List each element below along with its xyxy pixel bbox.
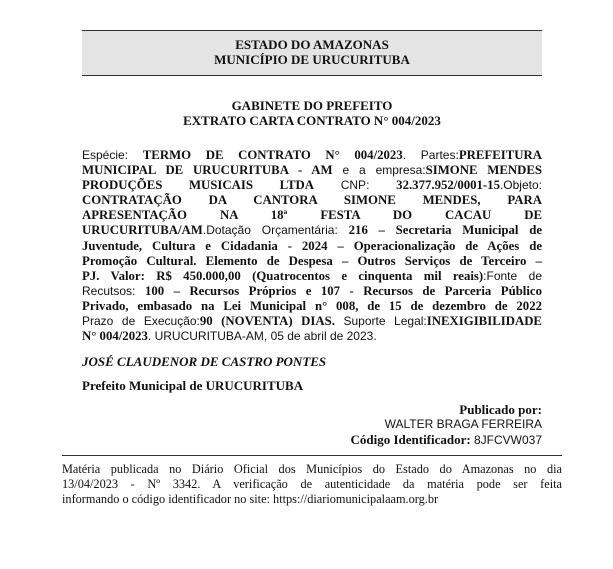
- contract-type: TERMO DE CONTRATO N° 004/2023: [142, 148, 403, 162]
- party-1-part: PREFEITURA: [458, 148, 543, 162]
- party-1-rest: MUNICIPAL DE URUCURITUBA - AM: [82, 163, 333, 178]
- label-suporte: Suporte Legal:: [334, 314, 427, 329]
- footer-note: [62, 462, 562, 507]
- body-line: [82, 254, 542, 269]
- body-line: [82, 148, 542, 163]
- section-heading: [82, 98, 542, 128]
- label-fonte: :Fonte de: [483, 268, 543, 283]
- label-partes: . Partes:: [402, 148, 459, 162]
- label-cnpj: CNP:: [313, 178, 397, 193]
- state-name: ESTADO DO AMAZONAS: [235, 37, 389, 52]
- municipality-name: MUNICÍPIO DE URUCURITUBA: [214, 52, 410, 67]
- party-2-part: SIMONE MENDES: [425, 163, 542, 178]
- legal-basis: INEXIGIBILIDADE: [426, 314, 542, 329]
- body-line: [82, 239, 542, 254]
- prazo-value: 90 (NOVENTA) DIAS.: [199, 314, 335, 329]
- document-title: EXTRATO CARTA CONTRATO N° 004/2023: [183, 113, 441, 128]
- publication-info: [350, 402, 542, 448]
- body-line: [82, 178, 542, 193]
- body-line: [82, 208, 542, 223]
- body-line: [82, 193, 542, 208]
- body-line: [82, 329, 542, 344]
- contract-value: PJ. Valor: R$ 450.000,00 (Quatrocentos e cinquenta mil reais): [82, 268, 484, 283]
- resources-value: Privado, embasado na Lei Municipal n° 008, de 15 de dezembro de 2022: [82, 298, 542, 313]
- body-line: [82, 163, 542, 178]
- footer-line: informando o código identificador no site: https://diariomunicipalaam.org.br: [62, 492, 439, 506]
- body-line: [82, 299, 542, 314]
- body-line: [82, 223, 542, 238]
- label-empresa: e a empresa:: [332, 163, 426, 178]
- object-text: URUCURITUBA/AM: [82, 223, 203, 238]
- legal-basis: N° 004/2023: [82, 329, 148, 344]
- label-objeto: .Objeto:: [499, 178, 542, 193]
- signer-name: JOSÉ CLAUDENOR DE CASTRO PONTES: [82, 354, 327, 369]
- object-text: APRESENTAÇÃO NA 18ª FESTA DO CACAU DE: [82, 208, 542, 223]
- label-especie: Espécie:: [82, 148, 143, 162]
- divider: [62, 455, 562, 456]
- label-prazo: Prazo de Execução:: [82, 314, 200, 329]
- footer-line: 13/04/2023 - Nº 3342. A verificação de autenticidade da matéria pode ser feita: [62, 477, 562, 491]
- header-box: [82, 30, 542, 76]
- dotacao-value: 216 – Secretaria Municipal de: [348, 223, 542, 238]
- published-by-label: Publicado por:: [459, 402, 542, 417]
- identifier-label: Código Identificador:: [350, 432, 471, 447]
- publisher-name: WALTER BRAGA FERREIRA: [384, 417, 542, 431]
- identifier-value: 8JFCVW037: [473, 433, 542, 447]
- resources-value: 100 – Recursos Próprios e 107 - Recursos de Parceria Público: [144, 283, 542, 298]
- object-text: CONTRATAÇÃO DA CANTORA SIMONE MENDES, PARA: [82, 193, 542, 208]
- body-line: [82, 269, 542, 284]
- label-recursos: Recutsos:: [82, 283, 145, 298]
- label-dotacao: .Dotação Orçamentária:: [202, 223, 349, 238]
- signer-role: Prefeito Municipal de URUCURITUBA: [82, 378, 304, 393]
- dotacao-value: Promoção Cultural. Elemento de Despesa – Outros Serviços de Terceiro –: [82, 253, 542, 268]
- place-date: . URUCURITUBA-AM, 05 de abril de 2023.: [147, 329, 377, 344]
- party-2-rest: PRODUÇÕES MUSICAIS LTDA: [82, 178, 314, 193]
- body-line: [82, 314, 542, 329]
- cnpj-value: 32.377.952/0001-15: [396, 178, 500, 193]
- footer-line: Matéria publicada no Diário Oficial dos Municípios do Estado do Amazonas no dia: [62, 462, 562, 476]
- office-name: GABINETE DO PREFEITO: [231, 98, 393, 113]
- dotacao-value: Juventude, Cultura e Cidadania - 2024 – Operacionalização de Ações de: [82, 238, 542, 253]
- contract-extract-body: [82, 148, 542, 344]
- body-line: [82, 284, 542, 299]
